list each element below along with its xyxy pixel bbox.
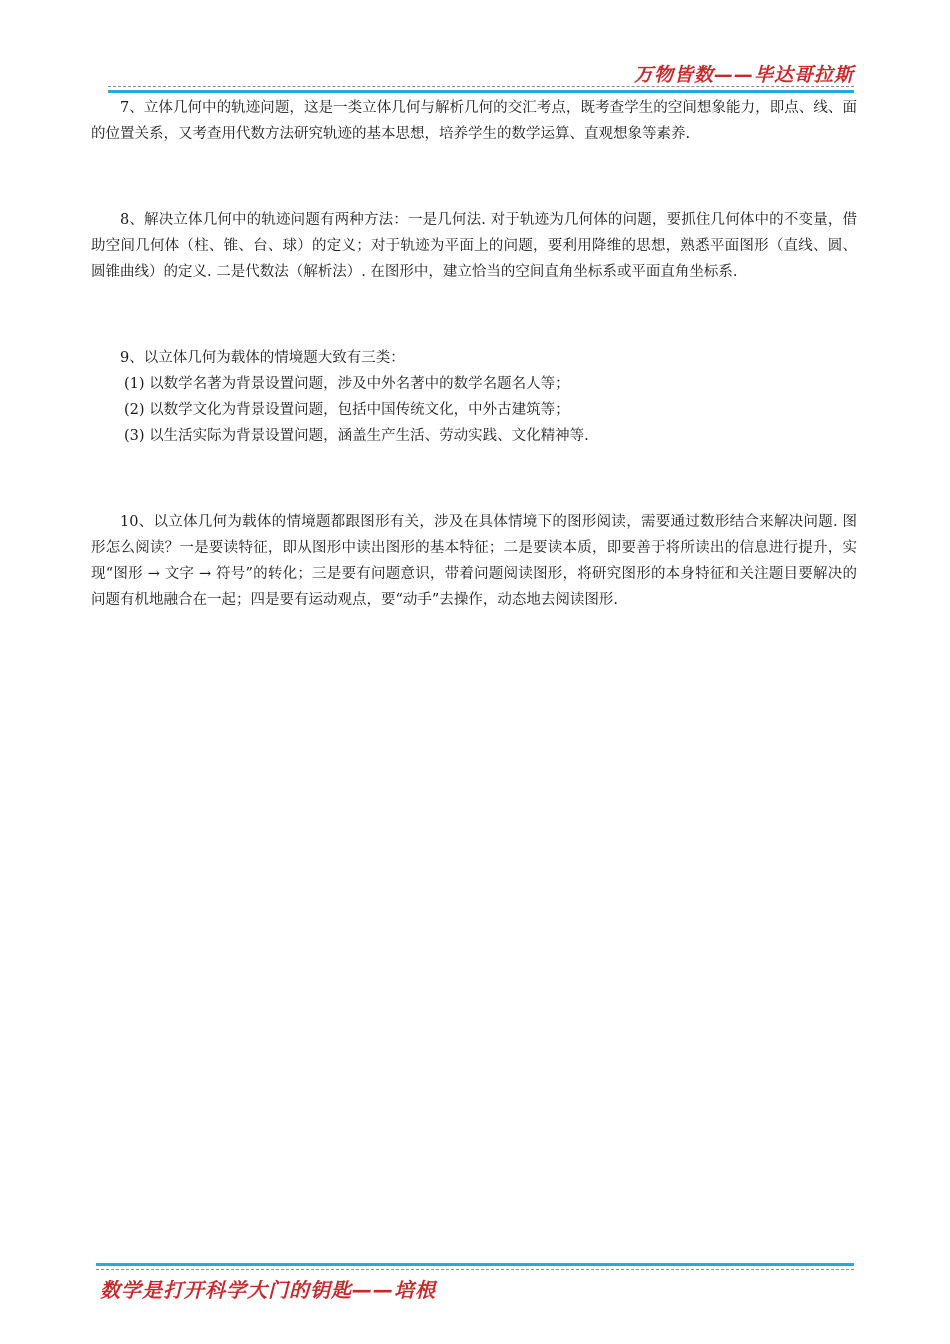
footer-blue-rule — [96, 1263, 854, 1266]
footer-dashed-rule — [96, 1269, 854, 1270]
paragraph-8: 8、解决立体几何中的轨迹问题有两种方法：一是几何法. 对于轨迹为几何体的问题，要抓住几何体中的不变量，借助空间几何体（柱、锥、台、球）的定义；对于轨迹为平面上的问题，要利用降维的思想，熟悉平面图形（直线、圆、圆锥曲线）的定义. 二是代数法（解析法）. 在图形中，建立恰当的空间直角坐标系或平面直角坐标系. — [91, 212, 857, 280]
list-item: (3) 以生活实际为背景设置问题，涵盖生产生活、劳动实践、文化精神等. — [124, 428, 589, 444]
header-dashed-rule — [108, 86, 854, 87]
list-item: (1) 以数学名著为背景设置问题，涉及中外名著中的数学名题名人等； — [124, 376, 570, 392]
list-item: (2) 以数学文化为背景设置问题，包括中国传统文化，中外古建筑等； — [124, 402, 570, 418]
paragraph-7: 7、立体几何中的轨迹问题，这是一类立体几何与解析几何的交汇考点，既考查学生的空间想象能力，即点、线、面的位置关系，又考查用代数方法研究轨迹的基本思想，培养学生的数学运算、直观想象等素养. — [91, 100, 857, 142]
header-blue-rule — [108, 90, 854, 93]
paragraph-10: 10、以立体几何为载体的情境题都跟图形有关，涉及在具体情境下的图形阅读，需要通过数形结合来解决问题. 图形怎么阅读？一是要读特征，即从图形中读出图形的基本特征；二是要读本质，即要善于将所读出的信息进行提升，实现“图形 → 文字 → 符号”的转化；三是要有问题意识，带着问题阅读图形，将研究图形的本身特征和关注题目要解决的问题有机地融合在一起；四是要有运动观点，要“动手”去操作，动态地去阅读图形. — [91, 514, 857, 608]
footer-motto: 数学是打开科学大门的钥匙——培根 — [100, 1278, 436, 1302]
page-content — [91, 95, 857, 613]
paragraph-9-intro: 9、以立体几何为载体的情境题大致有三类： — [120, 350, 405, 366]
header-motto: 万物皆数——毕达哥拉斯 — [633, 64, 854, 86]
